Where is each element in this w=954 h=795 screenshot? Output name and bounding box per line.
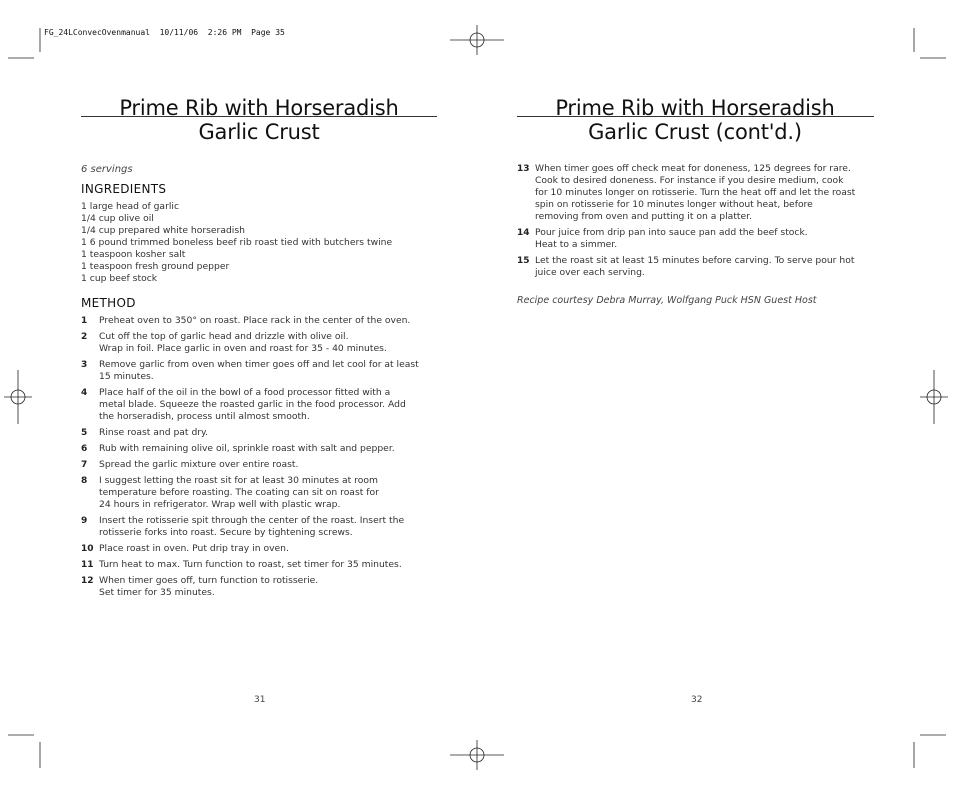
right-page: [517, 96, 873, 306]
step-text: Insert the rotisserie spit through the center of the roast. Insert the rotisserie forks into roast. Secure by tightening screws.: [99, 515, 405, 538]
step-text: Preheat oven to 350° on roast. Place rack in the center of the oven.: [99, 315, 411, 326]
step-number: 6: [81, 444, 88, 454]
ingredient-item: 1 large head of garlic: [81, 201, 179, 212]
step-text: Turn heat to max. Turn function to roast, set timer for 35 minutes.: [99, 559, 402, 570]
title-rule: [81, 116, 437, 117]
ingredients-list: [81, 201, 392, 285]
step-text: Place half of the oil in the bowl of a food processor fitted with a metal blade. Squeeze the roasted garlic in the food processor. Add the horseradish, process until almost smooth.: [99, 387, 406, 422]
step-number: 12: [81, 576, 94, 586]
step-text: When timer goes off, turn function to rotisserie. Set timer for 35 minutes.: [99, 575, 319, 598]
step-text: Spread the garlic mixture over entire roast.: [99, 459, 299, 470]
method-step: [81, 475, 437, 511]
recipe-credit: Recipe courtesy Debra Murray, Wolfgang Puck HSN Guest Host: [517, 295, 817, 306]
step-text: Place roast in oven. Put drip tray in oven.: [99, 543, 289, 554]
title-rule: [517, 116, 874, 117]
method-step: [81, 559, 437, 571]
method-step: [81, 359, 437, 383]
step-number: 9: [81, 516, 88, 526]
method-step: [81, 543, 437, 555]
step-number: 2: [81, 332, 88, 342]
method-step: [81, 387, 437, 423]
method-step: [517, 227, 873, 251]
title-line-2: Garlic Crust: [198, 120, 320, 144]
ingredient-item: 1/4 cup olive oil: [81, 213, 154, 224]
method-step: [517, 255, 873, 279]
method-step: [81, 443, 437, 455]
servings: 6 servings: [81, 164, 133, 175]
step-number: 11: [81, 560, 94, 570]
step-text: Let the roast sit at least 15 minutes before carving. To serve pour hot juice over each serving.: [535, 255, 855, 278]
step-number: 1: [81, 316, 88, 326]
step-number: 5: [81, 428, 88, 438]
page-number-right: 32: [691, 695, 703, 705]
ingredient-item: 1 cup beef stock: [81, 273, 158, 284]
step-number: 4: [81, 388, 88, 398]
ingredient-item: 1/4 cup prepared white horseradish: [81, 225, 245, 236]
step-number: 15: [517, 256, 530, 266]
method-step: [81, 575, 437, 599]
title-line-2: Garlic Crust (cont'd.): [588, 120, 802, 144]
title-line-1: Prime Rib with Horseradish: [555, 96, 835, 120]
method-steps: [81, 315, 437, 603]
method-step: [81, 515, 437, 539]
step-number: 13: [517, 164, 530, 174]
step-text: Rinse roast and pat dry.: [99, 427, 209, 438]
step-text: I suggest letting the roast sit for at least 30 minutes at room temperature before roasting. The coating can sit on roast for 24 hours in refrigerator. Wrap well with plastic wrap.: [99, 475, 379, 510]
step-text: Rub with remaining olive oil, sprinkle roast with salt and pepper.: [99, 443, 395, 454]
step-text: When timer goes off check meat for doneness, 125 degrees for rare. Cook to desired doneness. For instance if you desire medium, cook for 10 minutes longer on rotisserie. Turn the heat off and let the roast spin on rotisserie for 10 minutes longer without heat, before removing from oven and putting it on a platter.: [535, 163, 856, 222]
title-line-1: Prime Rib with Horseradish: [119, 96, 399, 120]
step-number: 14: [517, 228, 530, 238]
ingredient-item: 1 teaspoon fresh ground pepper: [81, 261, 230, 272]
ingredient-item: 1 6 pound trimmed boneless beef rib roast tied with butchers twine: [81, 237, 393, 248]
method-step: [517, 163, 873, 223]
step-number: 8: [81, 476, 88, 486]
step-text: Pour juice from drip pan into sauce pan add the beef stock. Heat to a simmer.: [535, 227, 808, 250]
method-step: [81, 459, 437, 471]
method-step: [81, 315, 437, 327]
step-number: 3: [81, 360, 88, 370]
left-page: [81, 96, 437, 598]
ingredient-item: 1 teaspoon kosher salt: [81, 249, 186, 260]
print-slug: FG_24LConvecOvenmanual 10/11/06 2:26 PM Page 35: [44, 28, 285, 37]
ingredients-heading: INGREDIENTS: [81, 182, 167, 196]
page-number-left: 31: [254, 695, 266, 705]
method-step: [81, 427, 437, 439]
method-step: [81, 331, 437, 355]
step-number: 10: [81, 544, 94, 554]
step-text: Remove garlic from oven when timer goes off and let cool for at least 15 minutes.: [99, 359, 419, 382]
method-steps: [517, 163, 873, 283]
page-title: [81, 96, 437, 144]
step-text: Cut off the top of garlic head and drizzle with olive oil. Wrap in foil. Place garlic in oven and roast for 35 - 40 minutes.: [99, 331, 387, 354]
step-number: 7: [81, 460, 88, 470]
page-title: [517, 96, 873, 144]
method-heading: METHOD: [81, 296, 136, 310]
